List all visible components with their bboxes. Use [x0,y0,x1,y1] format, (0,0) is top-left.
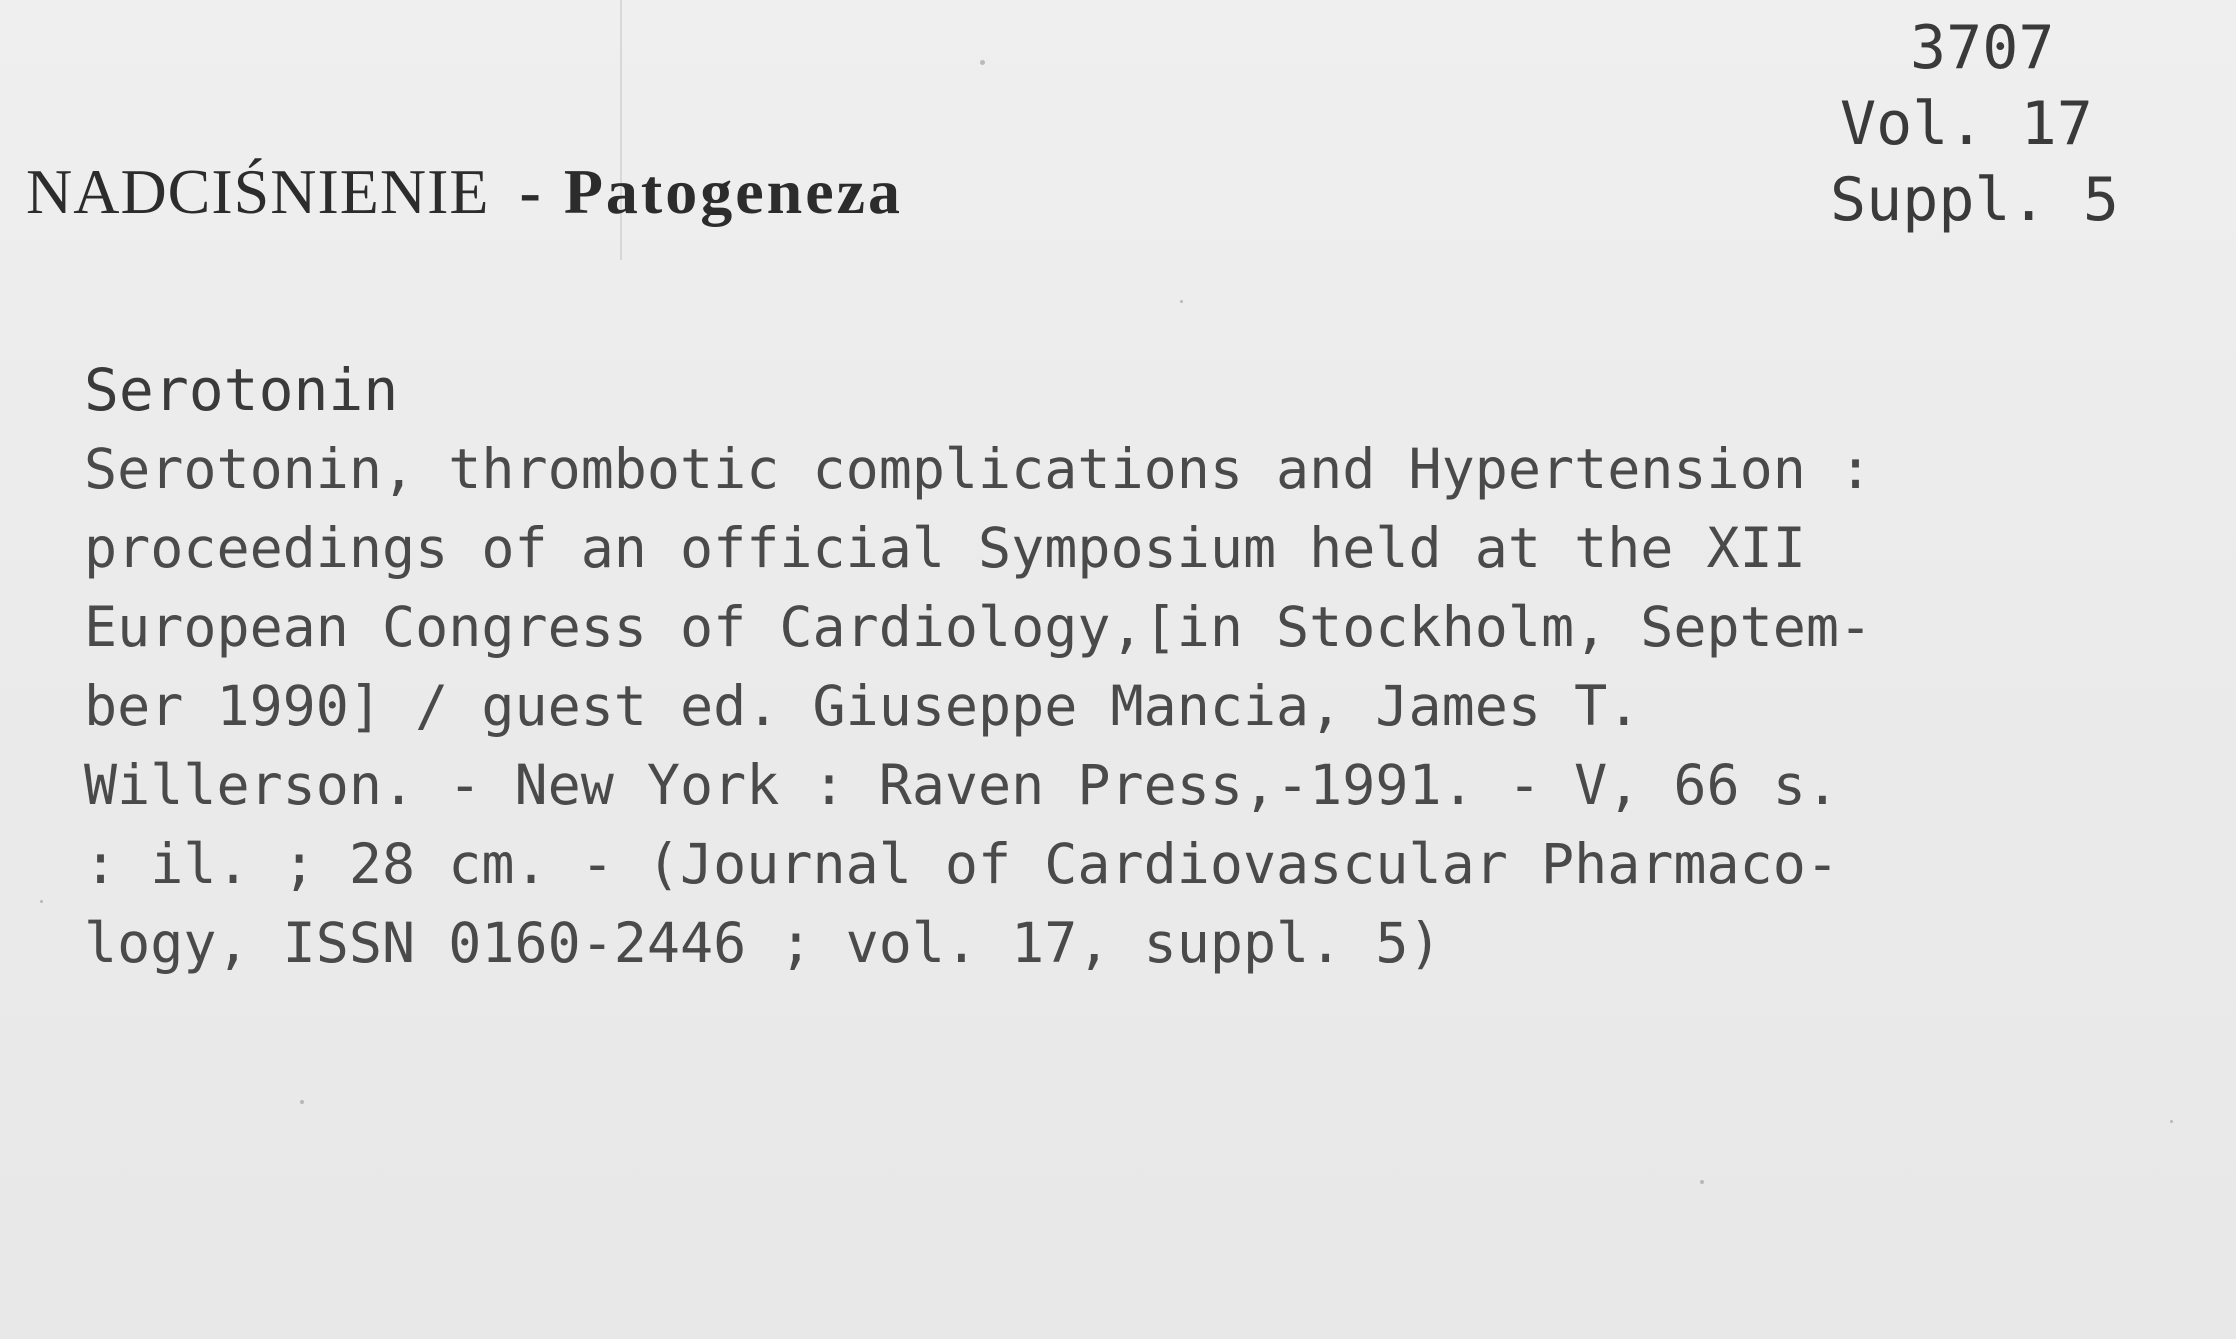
description-line: logy, ISSN 0160-2446 ; vol. 17, suppl. 5) [84,911,1442,975]
heading-separator: - [519,156,542,227]
bibliographic-entry [84,350,2204,983]
speck [2170,1120,2173,1123]
description-line: Serotonin, thrombotic complications and Hypertension : [84,437,1873,501]
description-line: European Congress of Cardiology,[in Stockholm, Septem- [84,595,1873,659]
description-line: : il. ; 28 cm. - (Journal of Cardiovascular Pharmaco- [84,832,1839,896]
call-number [1830,10,2190,238]
speck [40,900,43,903]
speck [1180,300,1183,303]
call-number-supplement: Suppl. 5 [1830,165,2119,235]
call-number-id: 3707 [1910,13,2055,83]
speck [1700,1180,1704,1184]
description-line: Willerson. - New York : Raven Press,-1991. - V, 66 s. [84,753,1839,817]
subject-subdivision: Patogeneza [563,156,904,227]
subject-term: NADCIŚNIENIE [26,156,490,227]
keyword: Serotonin [84,356,399,424]
subject-heading [26,155,903,229]
speck [980,60,985,65]
speck [300,1100,304,1104]
description-line: ber 1990] / guest ed. Giuseppe Mancia, James T. [84,674,1641,738]
call-number-volume: Vol. 17 [1840,89,2093,159]
description-line: proceedings of an official Symposium held at the XII [84,516,1806,580]
